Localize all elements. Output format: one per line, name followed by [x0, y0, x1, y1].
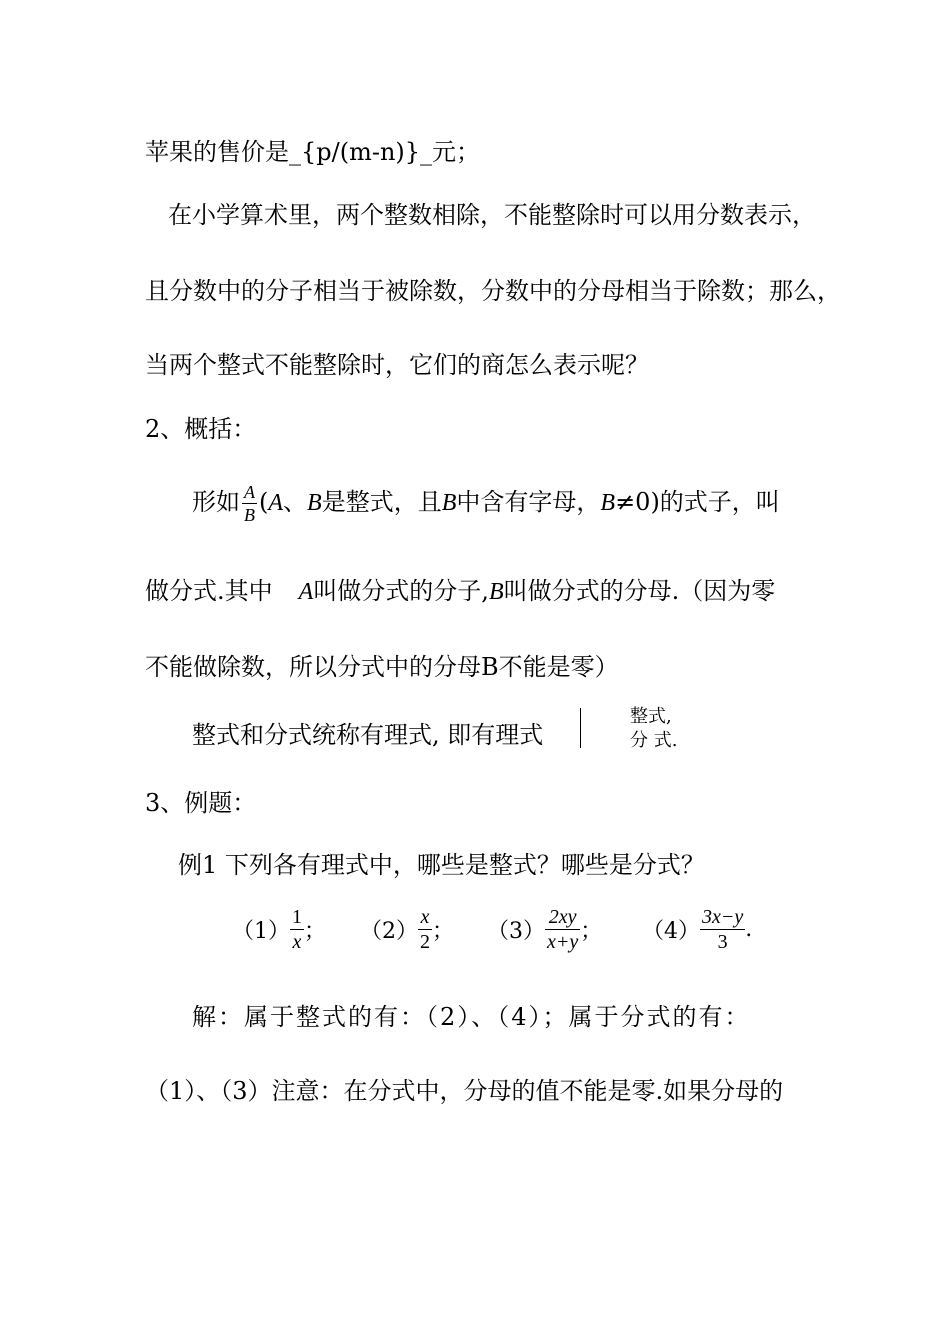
definition-line: [192, 466, 780, 539]
definition-mid-1: 是整式，且: [321, 488, 442, 516]
example-1-question: 例1 下列各有理式中，哪些是整式？哪些是分式？: [178, 851, 705, 879]
example-denominator: x: [292, 931, 302, 953]
example-label: （1）: [232, 919, 290, 944]
numerator-var-a: A: [298, 579, 314, 605]
definition-sep: 、: [283, 488, 308, 516]
brace-item-fraction: 分 式.: [630, 730, 678, 751]
example-denominator: x+y: [547, 931, 579, 953]
fraction-a-over-b: [242, 482, 257, 525]
example-fraction: [545, 906, 580, 953]
apple-price-line: 苹果的售价是_{p/(m-n)}_元；: [145, 138, 481, 166]
example-item-4: [642, 906, 752, 953]
paragraph-line-1: 在小学算术里，两个整数相除，不能整除时可以用分数表示，: [168, 201, 816, 229]
paragraph-line-2: 且分数中的分子相当于被除数，分数中的分母相当于除数；那么，: [145, 277, 841, 305]
rational-expression-line: 整式和分式统称有理式, 即有理式: [192, 721, 544, 749]
example-end: ；: [432, 919, 455, 944]
brace-mark: [580, 708, 581, 748]
definition-var-b: B: [307, 490, 322, 516]
example-item-3: [487, 906, 602, 953]
definition-2a: 做分式.其中: [145, 577, 273, 605]
example-end: ；: [580, 919, 603, 944]
example-fraction: [700, 906, 745, 953]
section-heading-examples: 3、例题：: [145, 789, 257, 817]
denominator-var-b: B: [488, 579, 504, 605]
example-denominator: 2: [420, 931, 430, 953]
definition-var-b-2: B: [441, 490, 457, 516]
example-fraction: [290, 906, 304, 953]
example-fraction: [418, 906, 432, 953]
brace-item-polynomial: 整式,: [630, 706, 672, 727]
example-end: .: [745, 917, 753, 942]
fraction-numerator: A: [244, 482, 255, 502]
example-numerator: 2xy: [548, 906, 577, 928]
section-heading-summary: 2、概括：: [145, 415, 257, 443]
example-numerator: x: [420, 906, 430, 928]
paragraph-line-3: 当两个整式不能整除时，它们的商怎么表示呢？: [145, 351, 649, 379]
definition-neq: ≠0)的式子，叫: [615, 488, 780, 516]
example-label: （2）: [360, 919, 418, 944]
example-label: （3）: [487, 919, 545, 944]
example-label: （4）: [642, 919, 700, 944]
definition-prefix: 形如: [192, 488, 240, 516]
definition-var-a: A: [268, 490, 284, 516]
example-numerator: 3x−y: [702, 906, 744, 928]
fraction-denominator: B: [244, 505, 255, 525]
example-item-2: [360, 906, 454, 953]
definition-2b: 叫做分式的分子,: [313, 577, 489, 605]
definition-line-2: [145, 576, 775, 607]
definition-2c: 叫做分式的分母.（因为零: [503, 577, 776, 605]
example-denominator: 3: [717, 931, 728, 953]
definition-var-b-3: B: [600, 490, 616, 516]
solution-line-1: 解：属于整式的有：（2）、（4）；属于分式的有：: [192, 1003, 751, 1031]
solution-line-2: （1）、（3）注意：在分式中，分母的值不能是零.如果分母的: [145, 1077, 784, 1105]
definition-mid-2: 中含有字母，: [456, 488, 601, 516]
definition-line-3: 不能做除数，所以分式中的分母B不能是零）: [145, 653, 619, 681]
example-item-1: [232, 906, 326, 953]
definition-paren: (: [259, 488, 269, 516]
example-numerator: 1: [292, 906, 302, 928]
example-end: ；: [304, 919, 327, 944]
